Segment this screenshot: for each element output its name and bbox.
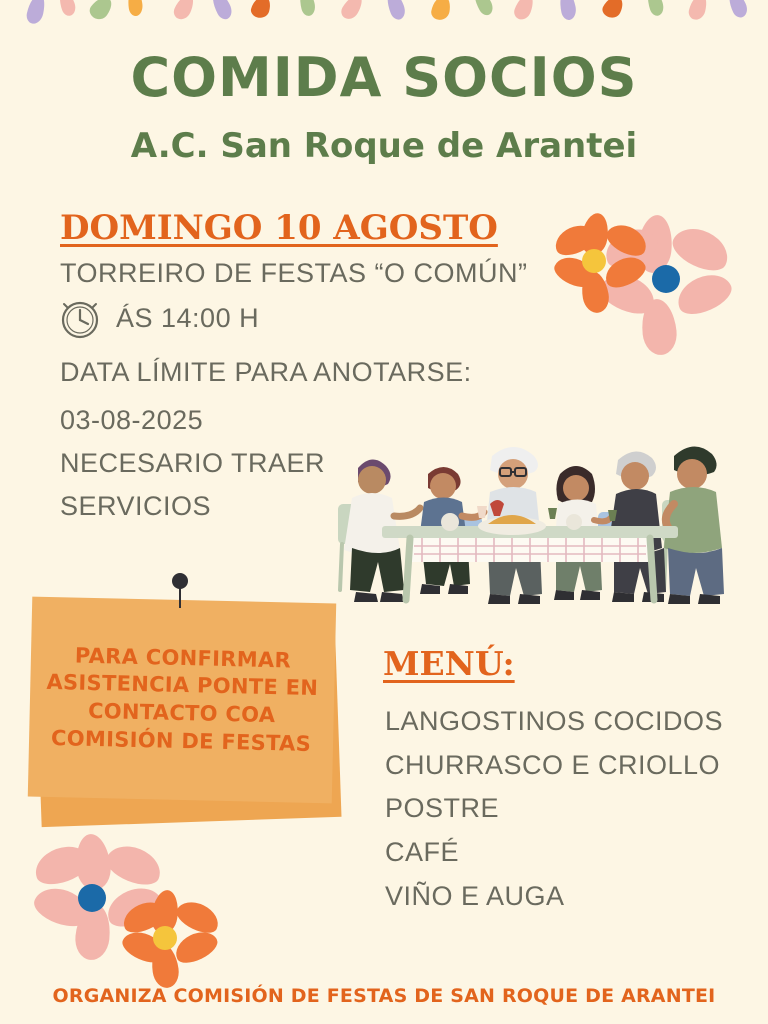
- confetti-petal: [297, 0, 317, 17]
- menu-item: LANGOSTINOS COCIDOS: [385, 706, 724, 736]
- confetti-petal: [126, 0, 144, 17]
- menu-item: POSTRE: [385, 793, 500, 824]
- confetti-petal: [512, 0, 536, 22]
- menu-item: CAFÉ: [385, 837, 460, 868]
- confetti-petal: [56, 0, 78, 18]
- event-date-heading: DOMINGO 10 AGOSTO: [60, 208, 498, 248]
- bring-note-line-2: SERVICIOS: [60, 491, 212, 521]
- confetti-petal: [725, 0, 751, 20]
- menu-item: VIÑO E AUGA: [385, 880, 565, 911]
- flower-center: [78, 884, 106, 912]
- confetti-petal: [687, 0, 709, 22]
- poster-title: COMIDA SOCIOS: [130, 46, 638, 109]
- event-place: TORREIRO DE FESTAS “O COMÚN”: [60, 258, 528, 288]
- flower-center: [582, 249, 606, 273]
- pin-needle: [179, 586, 181, 608]
- flower-petal: [667, 220, 735, 278]
- pin-icon: [172, 573, 188, 589]
- confetti-petal: [208, 0, 235, 22]
- flower-center: [652, 265, 680, 293]
- flower-petal: [672, 267, 737, 321]
- confetti-petal: [470, 0, 496, 18]
- event-time: ÁS 14:00 H: [116, 303, 260, 333]
- confirm-note-text: PARA CONFIRMAR ASISTENCIA PONTE EN CONTACTO COA COMISIÓN DE FESTAS: [46, 643, 319, 756]
- organizer-footer: ORGANIZA COMISIÓN DE FESTAS DE SAN ROQUE DE ARANTEI: [52, 985, 716, 1007]
- confetti-strip: [0, 0, 768, 34]
- flower-center: [153, 926, 177, 950]
- menu-heading: MENÚ:: [383, 644, 515, 683]
- clock-icon: [58, 298, 102, 342]
- flower-petal: [102, 839, 167, 892]
- flower-icon: [48, 838, 228, 968]
- confetti-petal: [339, 0, 366, 22]
- confetti-petal: [383, 0, 408, 22]
- flower-icon: [560, 215, 730, 355]
- bring-note-line-1: NECESARIO TRAER: [60, 448, 326, 478]
- flower-petal: [171, 926, 222, 969]
- deadline-date: 03-08-2025: [60, 405, 204, 435]
- menu-item: CHURRASCO E CRIOLLO: [385, 749, 721, 780]
- confetti-petal: [171, 0, 196, 22]
- confetti-petal: [249, 0, 272, 20]
- confetti-petal: [557, 0, 578, 21]
- deadline-label: DATA LÍMITE PARA ANOTARSE:: [60, 357, 472, 387]
- poster-subtitle: A.C. San Roque de Arantei: [130, 126, 638, 166]
- confetti-petal: [25, 0, 47, 25]
- confetti-petal: [87, 0, 116, 23]
- confetti-petal: [644, 0, 666, 17]
- confetti-petal: [600, 0, 626, 21]
- menu-list: [385, 700, 723, 919]
- confetti-petal: [430, 0, 452, 21]
- people-dining-at-table-illustration: [322, 408, 742, 628]
